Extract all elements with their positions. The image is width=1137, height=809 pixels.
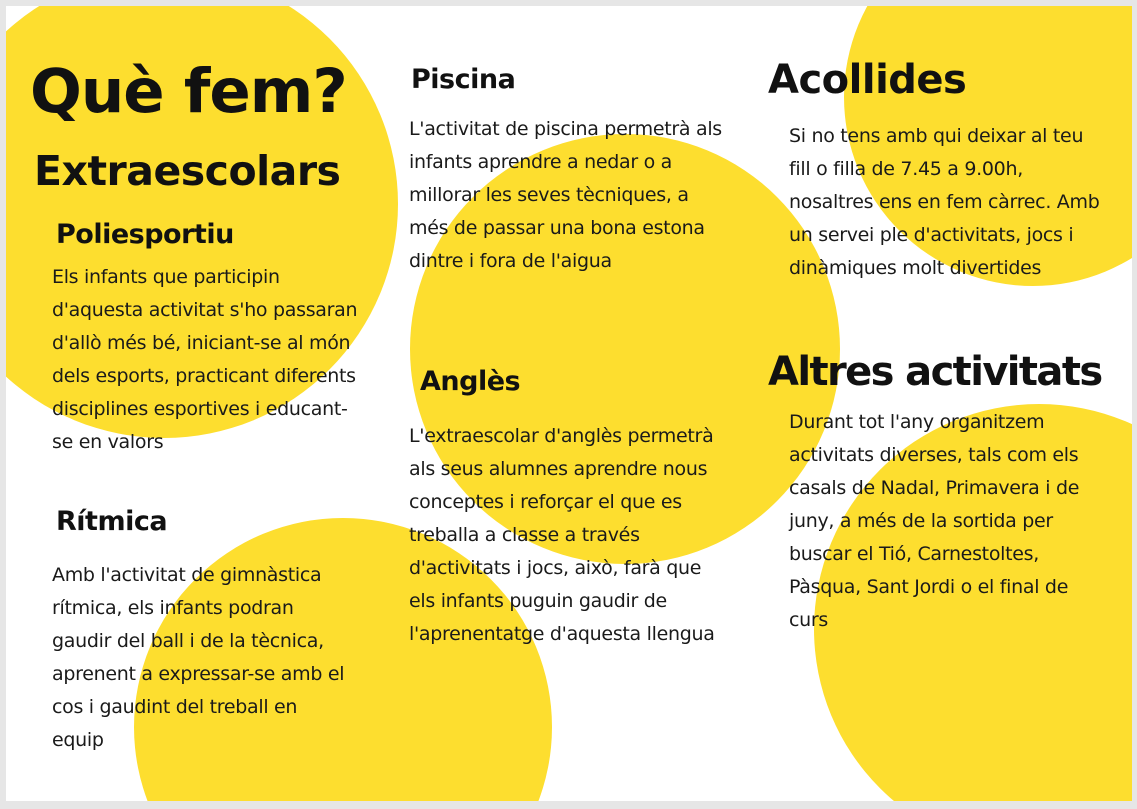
section-text-ritmica: Amb l'activitat de gimnàstica rítmica, els infants podran gaudir del ball i de la tècnica, aprenent a expressar-se amb el cos i gaudint del treball en equip bbox=[52, 564, 345, 751]
page-subtitle: Extraescolars bbox=[34, 147, 341, 195]
section-text-piscina: L'activitat de piscina permetrà als infants aprendre a nedar o a millorar les seves tècniques, a més de passar una bona estona dintre i fora de l'aigua bbox=[409, 118, 722, 272]
brochure-page bbox=[6, 6, 1132, 801]
section-heading-ritmica: Rítmica bbox=[56, 506, 168, 537]
section-text-altres-activitats: Durant tot l'any organitzem activitats diverses, tals com els casals de Nadal, Primavera i de juny, a més de la sortida per buscar el Tió, Carnestoltes, Pàsqua, Sant Jordi o el final de curs bbox=[789, 411, 1080, 631]
section-heading-poliesportiu: Poliesportiu bbox=[56, 219, 234, 250]
section-heading-piscina: Piscina bbox=[411, 64, 516, 95]
section-heading-altres-activitats: Altres activitats bbox=[768, 349, 1102, 395]
section-text-poliesportiu: Els infants que participin d'aquesta activitat s'ho passaran d'allò més bé, iniciant-se al món dels esports, practicant diferents disciplines esportives i educant-se en valors bbox=[52, 266, 358, 453]
page-title: Què fem? bbox=[30, 56, 347, 127]
section-heading-acollides: Acollides bbox=[768, 57, 967, 103]
section-heading-angles: Anglès bbox=[420, 366, 521, 397]
section-text-acollides: Si no tens amb qui deixar al teu fill o filla de 7.45 a 9.00h, nosaltres ens en fem càrrec. Amb un servei ple d'activitats, jocs i dinàmiques molt divertides bbox=[789, 125, 1100, 279]
section-text-angles: L'extraescolar d'anglès permetrà als seus alumnes aprendre nous conceptes i reforçar el que es treballa a classe a través d'activitats i jocs, això, farà que els infants puguin gaudir de l'aprenentatge d'aquesta llengua bbox=[409, 425, 715, 645]
